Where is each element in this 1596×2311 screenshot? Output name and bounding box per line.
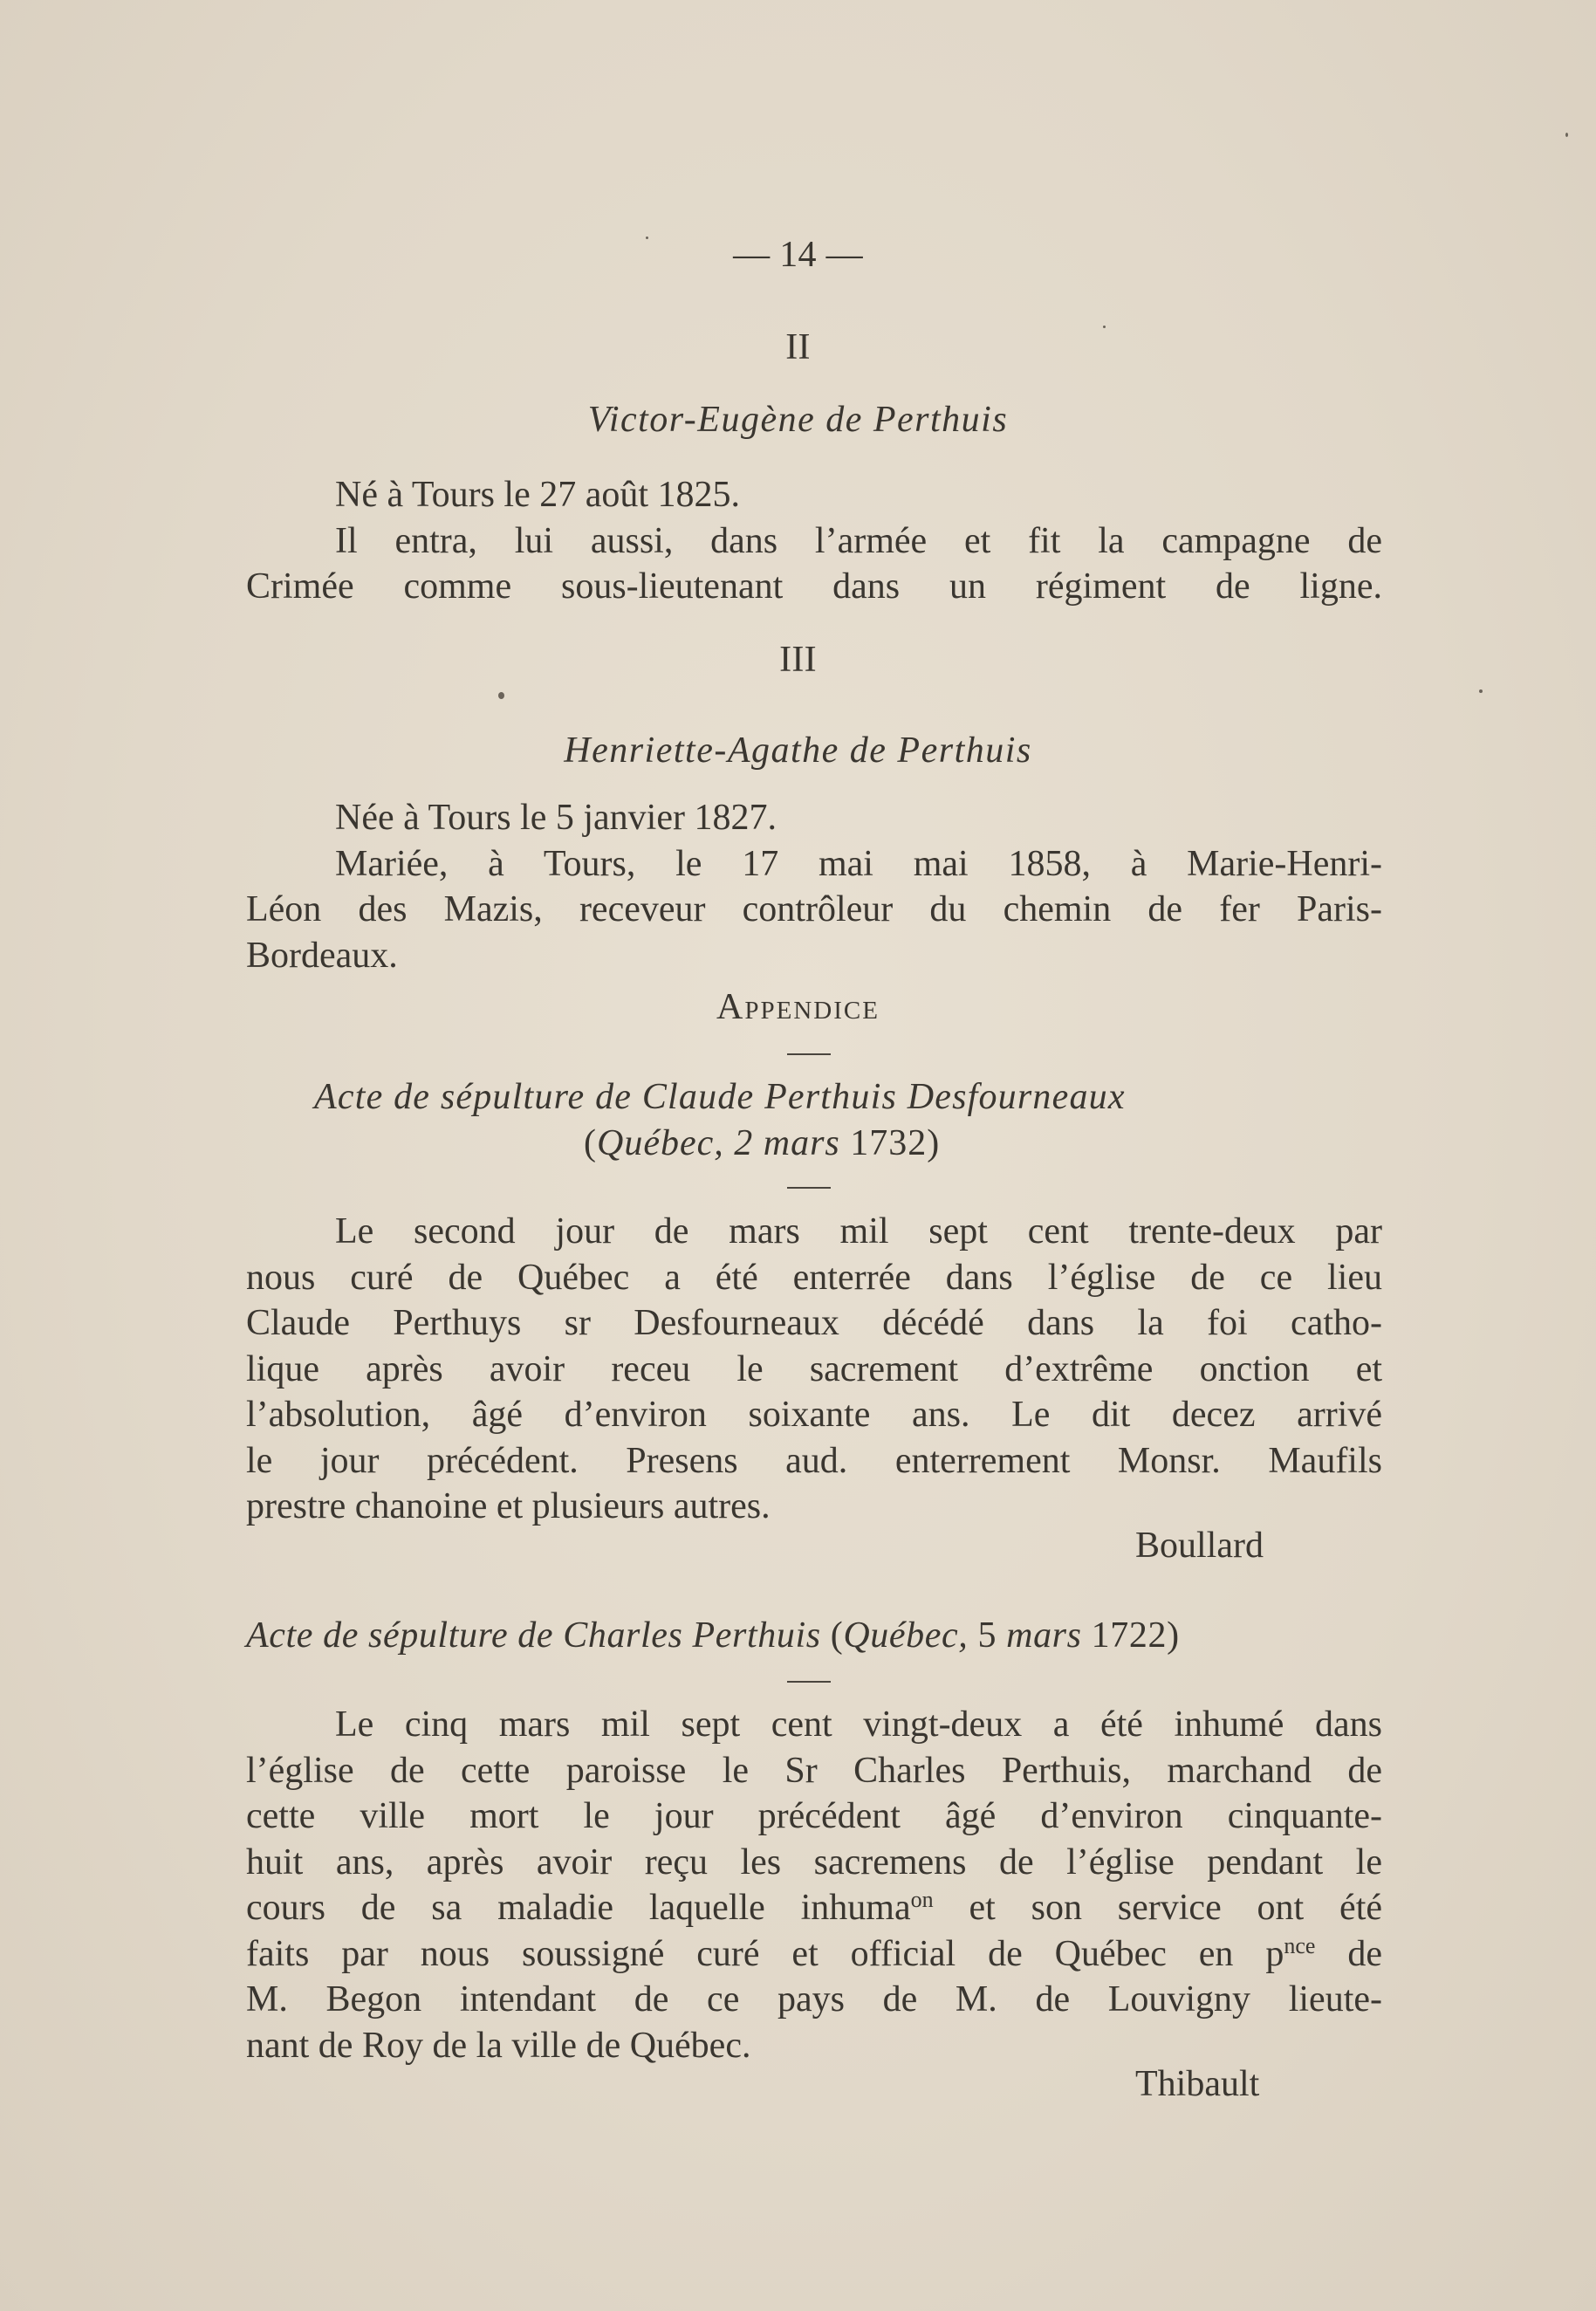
divider-rule <box>787 1187 831 1189</box>
section-heading-henriette-agathe: Henriette-Agathe de Perthuis <box>564 730 1032 771</box>
text-line: faits par nous soussigné curé et official de Québec en $p^{nce}$ de <box>246 1932 1382 1974</box>
text-line: prestre chanoine et plusieurs autres. <box>246 1486 771 1526</box>
text-line: Née à Tours le 5 janvier 1827. <box>335 798 777 838</box>
section-numeral-ii: II <box>785 327 811 367</box>
section-iii-paragraph <box>246 795 1382 978</box>
text-line: Le cinq mars mil sept cent vingt-deux a été inhumé dans <box>335 1704 1382 1745</box>
text-line: M. Begon intendant de ce pays de M. de Louvigny lieute- <box>246 1979 1382 2020</box>
text-line: nous curé de Québec a été enterrée dans l’église de ce lieu <box>246 1257 1382 1298</box>
act-2-paragraph <box>246 1702 1382 2068</box>
text-line: Né à Tours le 27 août 1825. <box>335 475 741 515</box>
paper-speck <box>498 692 504 699</box>
divider-rule <box>787 1681 831 1683</box>
text-line: l’absolution, âgé d’environ soixante ans. Le dit decez arrivé <box>246 1395 1382 1435</box>
text-line: Il entra, lui aussi, dans l’armée et fit la campagne de <box>335 520 1382 561</box>
text-line: Claude Perthuys sr Desfourneaux décédé dans la foi catho- <box>246 1303 1382 1343</box>
paper-speck <box>1479 689 1483 693</box>
act-2-title: Acte de sépulture de Charles Perthuis (Québec, 5 mars 1722) <box>246 1615 1180 1656</box>
divider-rule <box>787 1053 831 1055</box>
paper-speck <box>1103 326 1106 328</box>
text-line: Léon des Mazis, receveur contrôleur du chemin de fer Paris- <box>246 889 1382 929</box>
text-line: cours de sa maladie laquelle inhuma$^{on}$ et son service ont été <box>246 1887 1382 1928</box>
act-1-title: Acte de sépulture de Claude Perthuis Desfourneaux <box>314 1077 1126 1117</box>
section-ii-paragraph <box>246 472 1382 610</box>
text-line: cette ville mort le jour précédent âgé d’environ cinquante- <box>246 1796 1382 1836</box>
appendix-title: Appendice <box>716 987 880 1027</box>
text-line: lique après avoir receu le sacrement d’extrême onction et <box>246 1348 1382 1389</box>
page-number: — 14 — <box>733 235 863 275</box>
text-line: huit ans, après avoir reçu les sacremens de l’église pendant le <box>246 1841 1382 1882</box>
signature-thibault: Thibault <box>1135 2064 1260 2104</box>
act-1-place-date: (Québec, 2 mars 1732) <box>584 1123 941 1163</box>
text-line: nant de Roy de la ville de Québec. <box>246 2025 751 2066</box>
text-line: le jour précédent. Presens aud. enterrement Monsr. Maufils <box>246 1440 1382 1481</box>
paper-speck <box>1565 133 1568 137</box>
section-heading-victor-eugene: Victor-Eugène de Perthuis <box>587 400 1009 440</box>
signature-boullard: Boullard <box>1135 1526 1264 1566</box>
section-numeral-iii: III <box>779 640 817 680</box>
text-line: Le second jour de mars mil sept cent trente-deux par <box>335 1211 1382 1252</box>
act-1-paragraph <box>246 1209 1382 1530</box>
text-line: Bordeaux. <box>246 935 398 976</box>
text-line: Crimée comme sous-lieutenant dans un régiment de ligne. <box>246 566 1382 607</box>
text-line: Mariée, à Tours, le 17 mai mai 1858, à Marie-Henri- <box>335 843 1382 884</box>
paper-speck <box>646 237 648 239</box>
text-line: l’église de cette paroisse le Sr Charles Perthuis, marchand de <box>246 1750 1382 1791</box>
